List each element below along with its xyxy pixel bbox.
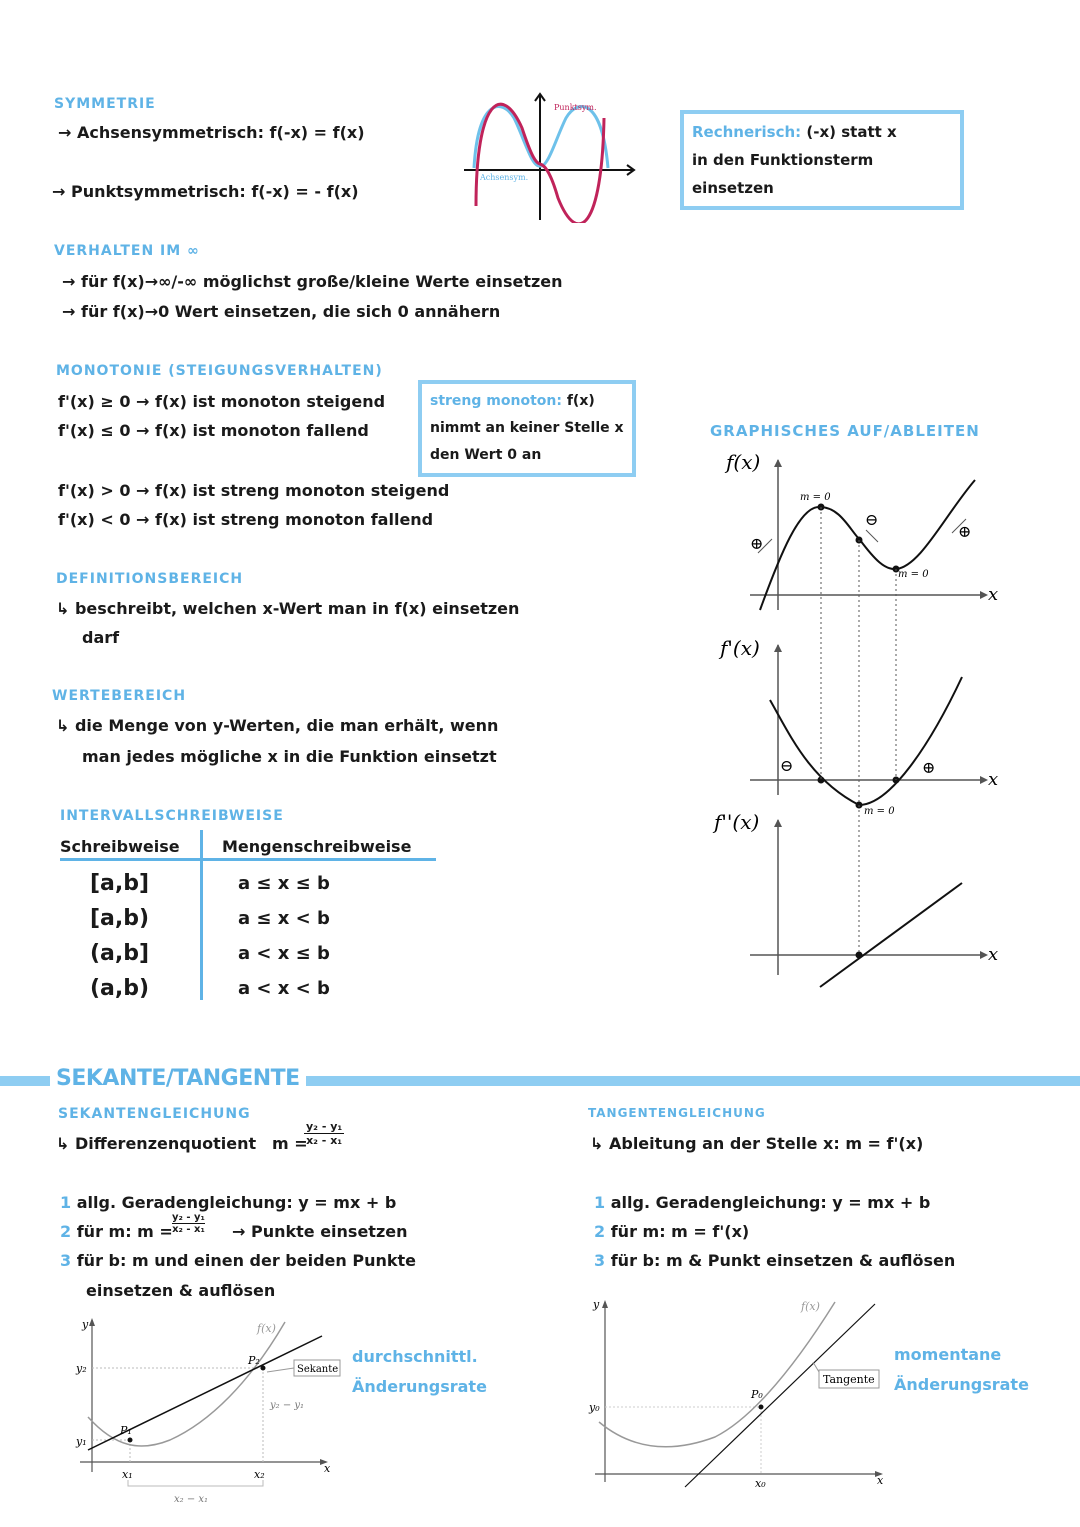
intervall-col1: Schreibweise <box>60 837 180 856</box>
step-num: 3 <box>594 1251 606 1270</box>
verhalten-line1: → für f(x)→∞/-∞ möglichst große/kleine Werte einsetzen <box>62 272 563 291</box>
tan-step1 <box>594 1193 930 1212</box>
rechnerisch-line2: in den Funktionsterm einsetzen <box>692 151 874 197</box>
plus-icon: ⊕ <box>750 534 764 553</box>
symmetrie-point-line: → Punktsymmetrisch: f(-x) = - f(x) <box>52 182 359 201</box>
symmetrie-heading: SYMMETRIE <box>54 96 156 112</box>
rechnerisch-rest: (-x) statt x <box>801 123 897 141</box>
definition-heading: DEFINITIONSBEREICH <box>56 571 244 587</box>
sek-line: ↳ Differenzenquotient <box>56 1134 257 1153</box>
intervall-heading: INTERVALLSCHREIBWEISE <box>60 808 284 824</box>
tan-note1: momentane <box>894 1345 1002 1364</box>
fx-label: f(x) <box>726 450 761 474</box>
step-num: 1 <box>60 1193 72 1212</box>
monotonie-l1: f'(x) ≥ 0 → f(x) ist monoton steigend <box>58 392 386 411</box>
verhalten-line2: → für f(x)→0 Wert einsetzen, die sich 0 annähern <box>62 302 501 321</box>
sekante-tangente-title: SEKANTE/TANGENTE <box>50 1066 306 1091</box>
verhalten-heading: VERHALTEN IM ∞ <box>54 243 200 259</box>
minus-icon: ⊖ <box>865 510 879 529</box>
point-sym-label: Punktsym. <box>554 103 597 112</box>
sek-s2-rest: → Punkte einsetzen <box>232 1222 408 1241</box>
p0-label: P₀ <box>751 1388 763 1401</box>
interval-notation: (a,b] <box>90 941 150 966</box>
f1-curve <box>770 677 962 805</box>
set-notation: a ≤ x < b <box>238 908 330 929</box>
intervall-col1-values <box>90 866 160 1006</box>
step-num: 3 <box>60 1251 72 1270</box>
tan-note2: Änderungsrate <box>894 1375 1029 1394</box>
m0-label: m = 0 <box>800 492 831 503</box>
m0-label: m = 0 <box>864 806 895 817</box>
rechnerisch-box <box>680 110 964 210</box>
sek-s2-num: y₂ - y₁ <box>172 1212 205 1223</box>
symmetry-graph <box>462 88 642 223</box>
sek-fraction <box>304 1120 344 1147</box>
rechnerisch-title: Rechnerisch: <box>692 123 802 141</box>
sek-step1 <box>60 1193 396 1212</box>
set-notation: a ≤ x ≤ b <box>238 873 330 894</box>
x-label-f2: x <box>988 944 999 965</box>
x-label-f1: x <box>988 769 999 790</box>
intervall-col2: Mengenschreibweise <box>222 837 412 856</box>
tan-s2: für m: m = f'(x) <box>610 1222 750 1241</box>
x0-label: x₀ <box>755 1477 766 1490</box>
symmetrie-axis-line: → Achsensymmetrisch: f(-x) = f(x) <box>58 123 365 142</box>
dx-label: x₂ − x₁ <box>174 1494 209 1505</box>
werte-line1: ↳ die Menge von y-Werten, die man erhält, wenn <box>56 716 499 735</box>
plus-icon: ⊕ <box>958 522 972 541</box>
sek-s2: für m: m = <box>76 1222 173 1241</box>
f2-line <box>820 883 962 987</box>
sek-note1: durchschnittl. <box>352 1347 478 1366</box>
f1-label: f'(x) <box>720 636 760 660</box>
intervall-hline <box>60 858 436 861</box>
sek-s3: für b: m und einen der beiden Punkte <box>76 1251 417 1270</box>
tangente-line <box>685 1304 875 1487</box>
fx-label: f(x) <box>801 1300 820 1313</box>
tangente-graph <box>585 1292 895 1497</box>
tan-heading: TANGENTENGLEICHUNG <box>588 1106 766 1120</box>
sek-curve <box>88 1322 285 1446</box>
tan-line: ↳ Ableitung an der Stelle x: m = f'(x) <box>590 1134 924 1153</box>
graphisch-heading: GRAPHISCHES AUF/ABLEITEN <box>710 422 980 440</box>
sekante-graph <box>70 1312 350 1512</box>
monotonie-l4: f'(x) < 0 → f(x) ist streng monoton fallend <box>58 510 434 529</box>
sek-note2: Änderungsrate <box>352 1377 487 1396</box>
m0-label: m = 0 <box>898 569 929 580</box>
derivative-graphs <box>700 445 1030 990</box>
sek-s2-den: x₂ - x₁ <box>172 1224 205 1235</box>
monotonie-heading: MONOTONIE (STEIGUNGSVERHALTEN) <box>56 363 383 379</box>
tan-note <box>894 1340 1029 1400</box>
dy-label: y₂ − y₁ <box>270 1400 305 1411</box>
y2-label: y₂ <box>76 1362 87 1375</box>
x-axis-label: x <box>877 1474 884 1487</box>
definition-line1: ↳ beschreibt, welchen x-Wert man in f(x) einsetzen <box>56 599 520 618</box>
sek-s3b: einsetzen & auflösen <box>86 1281 276 1300</box>
interval-notation: [a,b] <box>90 871 150 896</box>
set-notation: a < x ≤ b <box>238 943 330 964</box>
streng-title: streng monoton: <box>430 393 562 409</box>
y-axis-label: y <box>593 1298 600 1311</box>
x-axis-label: x <box>324 1462 331 1475</box>
interval-notation: [a,b) <box>90 906 150 931</box>
sek-num: y₂ - y₁ <box>306 1120 343 1133</box>
tan-s3: für b: m & Punkt einsetzen & auflösen <box>610 1251 956 1270</box>
sek-step3 <box>60 1251 416 1270</box>
streng-line2: nimmt an keiner Stelle x <box>430 420 624 436</box>
sek-den: x₂ - x₁ <box>306 1134 343 1147</box>
monotonie-l3: f'(x) > 0 → f(x) ist streng monoton steigend <box>58 481 450 500</box>
x2-label: x₂ <box>254 1468 265 1481</box>
x1-label: x₁ <box>122 1468 133 1481</box>
sek-heading: SEKANTENGLEICHUNG <box>58 1106 251 1122</box>
sek-step2 <box>60 1222 173 1241</box>
tan-step2 <box>594 1222 749 1241</box>
sek-s2-fraction <box>172 1212 205 1235</box>
monotonie-l2: f'(x) ≤ 0 → f(x) ist monoton fallend <box>58 421 369 440</box>
sek-note <box>352 1342 487 1402</box>
sek-m: m = <box>272 1134 308 1153</box>
intervall-col2-values <box>238 866 368 1006</box>
set-notation: a < x < b <box>238 978 330 999</box>
y1-label: y₁ <box>76 1435 87 1448</box>
y0-label: y₀ <box>589 1401 600 1414</box>
werte-line2: man jedes mögliche x in die Funktion einsetzt <box>82 747 497 766</box>
step-num: 1 <box>594 1193 606 1212</box>
p1-label: P₁ <box>120 1424 132 1437</box>
fx-label: f(x) <box>257 1322 276 1335</box>
sek-s1: allg. Geradengleichung: y = mx + b <box>76 1193 397 1212</box>
sekante-label: Sekante <box>297 1364 339 1375</box>
intervall-vline <box>200 830 203 1000</box>
minus-icon: ⊖ <box>780 756 794 775</box>
step-num: 2 <box>594 1222 606 1241</box>
streng-line3: den Wert 0 an <box>430 447 542 463</box>
step-num: 2 <box>60 1222 72 1241</box>
y-axis-label: y <box>82 1318 89 1331</box>
axis-sym-label: Achsensym. <box>480 173 529 182</box>
tangente-label: Tangente <box>823 1373 875 1386</box>
interval-notation: (a,b) <box>90 976 150 1001</box>
streng-monoton-box <box>418 380 636 477</box>
definition-line2: darf <box>82 628 120 647</box>
streng-title-rest: f(x) <box>561 393 595 409</box>
p2-label: P₂ <box>248 1354 260 1367</box>
f2-label: f''(x) <box>714 810 760 834</box>
tan-s1: allg. Geradengleichung: y = mx + b <box>610 1193 931 1212</box>
werte-heading: WERTEBEREICH <box>52 688 187 704</box>
x-label-f: x <box>988 584 999 605</box>
plus-icon: ⊕ <box>922 758 936 777</box>
tan-step3 <box>594 1251 955 1270</box>
tan-curve <box>599 1302 835 1447</box>
f-curve <box>760 480 975 610</box>
